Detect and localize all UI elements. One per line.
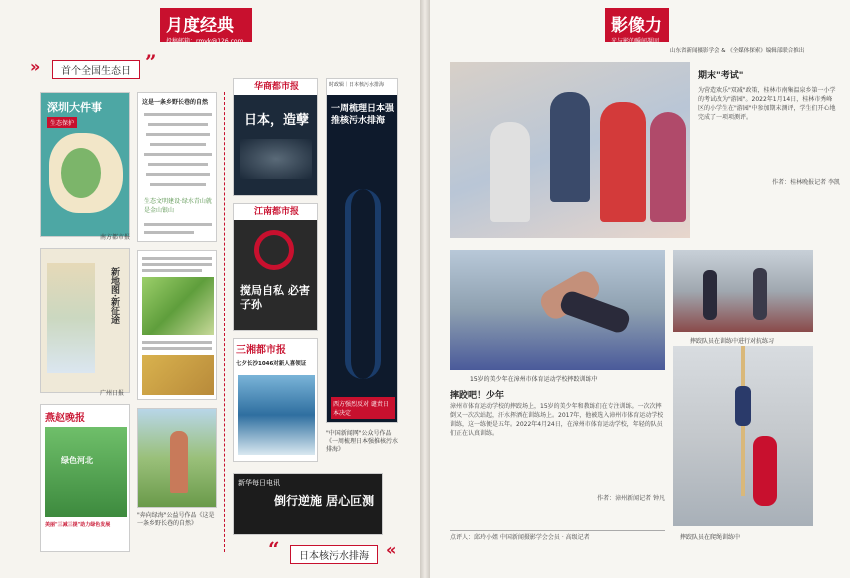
right-page	[430, 0, 850, 578]
clipping-yanzhao	[40, 404, 130, 552]
clipping-shenzhen-sub: 生态保护	[47, 117, 77, 128]
caption-guangzhou: 广州日报	[100, 390, 125, 397]
right-header-sub: 光与影的瞬间凝固	[611, 38, 660, 45]
clipping-yanzhao-foot: 美丽"三减三提"助力绿色发展	[45, 522, 111, 528]
clipping-chinanews-header: 时政辑｜日本核污水排海	[327, 79, 398, 95]
clipping-shenzhen	[40, 92, 130, 237]
clipping-jiangnan-title: 江南都市报	[234, 204, 318, 220]
clipping-shenzhen-title: 深圳大件事	[47, 101, 102, 114]
right-header-title: 影像力	[611, 16, 662, 36]
caption-chinanews: "中国新闻网"公众号作品《一周梳理日本强推核污水排海》	[326, 430, 399, 453]
sponsor-line: 山东省新闻摄影学会 & 《全媒体探索》编辑部联合推出	[670, 48, 805, 54]
quote-open-icon: “	[268, 537, 280, 561]
clipping-yanzhao-sub: 绿色河北	[61, 456, 93, 465]
caption-mid: "奔向绿海"公益号作品《这是一条乡野长巷的自然》	[137, 512, 215, 527]
right-header	[605, 8, 669, 45]
left-header	[160, 8, 252, 45]
article-photo-stone	[137, 408, 217, 508]
clipping-jiangnan	[233, 203, 318, 331]
clipping-sanxiang-sub: 七夕长沙1046对新人喜领证	[236, 361, 307, 367]
divider	[224, 92, 225, 552]
article1-title: 期末"考试"	[698, 71, 744, 81]
article2-title: 摔跤吧！少年	[450, 391, 505, 401]
clipping-guangzhou	[40, 248, 130, 393]
clipping-guangzhou-title: 新地图·新征途	[109, 267, 119, 325]
clipping-xinhua-big: 倒行逆施 居心叵测	[274, 494, 375, 508]
article1-byline: 作者：桂林晚报记者 李凯	[772, 179, 840, 186]
photo-rope	[673, 346, 813, 526]
article1-body: 为营造欢乐"双减"政策，桂林市南集温泉乡第一小学的考试改为"游园"。2022年1月14日，桂林市秀峰区的小学生在"游园"中参加期末测评，学生们开心地完成了一项项测评。	[698, 87, 836, 121]
clipping-jiangnan-big: 搅局自私 必害子孙	[240, 284, 310, 311]
book-spine	[420, 0, 430, 578]
clipping-huashang-title: 华商都市报	[234, 79, 318, 95]
article2-byline: 作者：漳州新闻记者 钟凡	[597, 495, 665, 502]
section-title-bottom: 日本核污水排海	[290, 545, 378, 564]
chevron-left-icon: «	[386, 540, 397, 559]
left-header-sub: 投稿邮箱：rmyk@126.com	[166, 38, 244, 45]
caption-rope: 摔跤队员在爬绳训练中	[680, 534, 741, 541]
caption-wrestling: 15岁的美少年在漳州市体育运动学校摔跤训练中	[470, 376, 598, 383]
article-clipping-text: 生态文明建设·绿水青山就是金山银山	[144, 198, 212, 214]
clipping-xinhua	[233, 473, 383, 535]
chevron-right-icon: »	[30, 57, 41, 76]
article2-body: 漳州市体育运动学校的摔跤场上，15岁的美少年和教练们在专注训练。一次次摔倒又一次次站起，汗水挥洒在训练场上。2017年，他被选入漳州市体育运动学校训练，这一练便是五年。2022年4月24日，在漳州市体育运动学校，年轻的队员们正在认真训练。	[450, 403, 664, 437]
article-clipping	[137, 92, 217, 242]
clipping-huashang-big: 日本，造孽	[244, 113, 310, 128]
left-page	[0, 0, 420, 578]
article2-credit: 点评人：邱玲小姐 中国新闻摄影学会会员 · 高级记者	[450, 530, 665, 542]
caption-training: 摔跤队员在训练中进行对抗练习	[690, 338, 775, 345]
article-clipping-title: 这是一条乡野长巷的自然	[142, 99, 209, 106]
clipping-yanzhao-title: 燕赵晚报	[45, 413, 85, 424]
article-photo-field	[137, 250, 217, 400]
clipping-sanxiang	[233, 338, 318, 462]
clipping-chinanews-big: 一周梳理日本强推核污水排海	[331, 104, 395, 126]
section-title-top: 首个全国生态日	[52, 60, 140, 79]
photo-wrestling	[450, 250, 665, 370]
photo-exam	[450, 62, 690, 238]
clipping-huashang	[233, 78, 318, 196]
photo-training	[673, 250, 813, 332]
clipping-chinanews-foot: 西方强烈反对 谴责日本决定	[331, 397, 395, 419]
clipping-sanxiang-title: 三湘都市报	[236, 345, 286, 356]
caption-nandu: 南方都市报	[100, 234, 131, 241]
clipping-xinhua-title: 新华每日电讯	[238, 479, 280, 487]
clipping-chinanews	[326, 78, 398, 423]
left-header-title: 月度经典	[166, 16, 234, 36]
quote-close-icon: ”	[145, 50, 157, 74]
